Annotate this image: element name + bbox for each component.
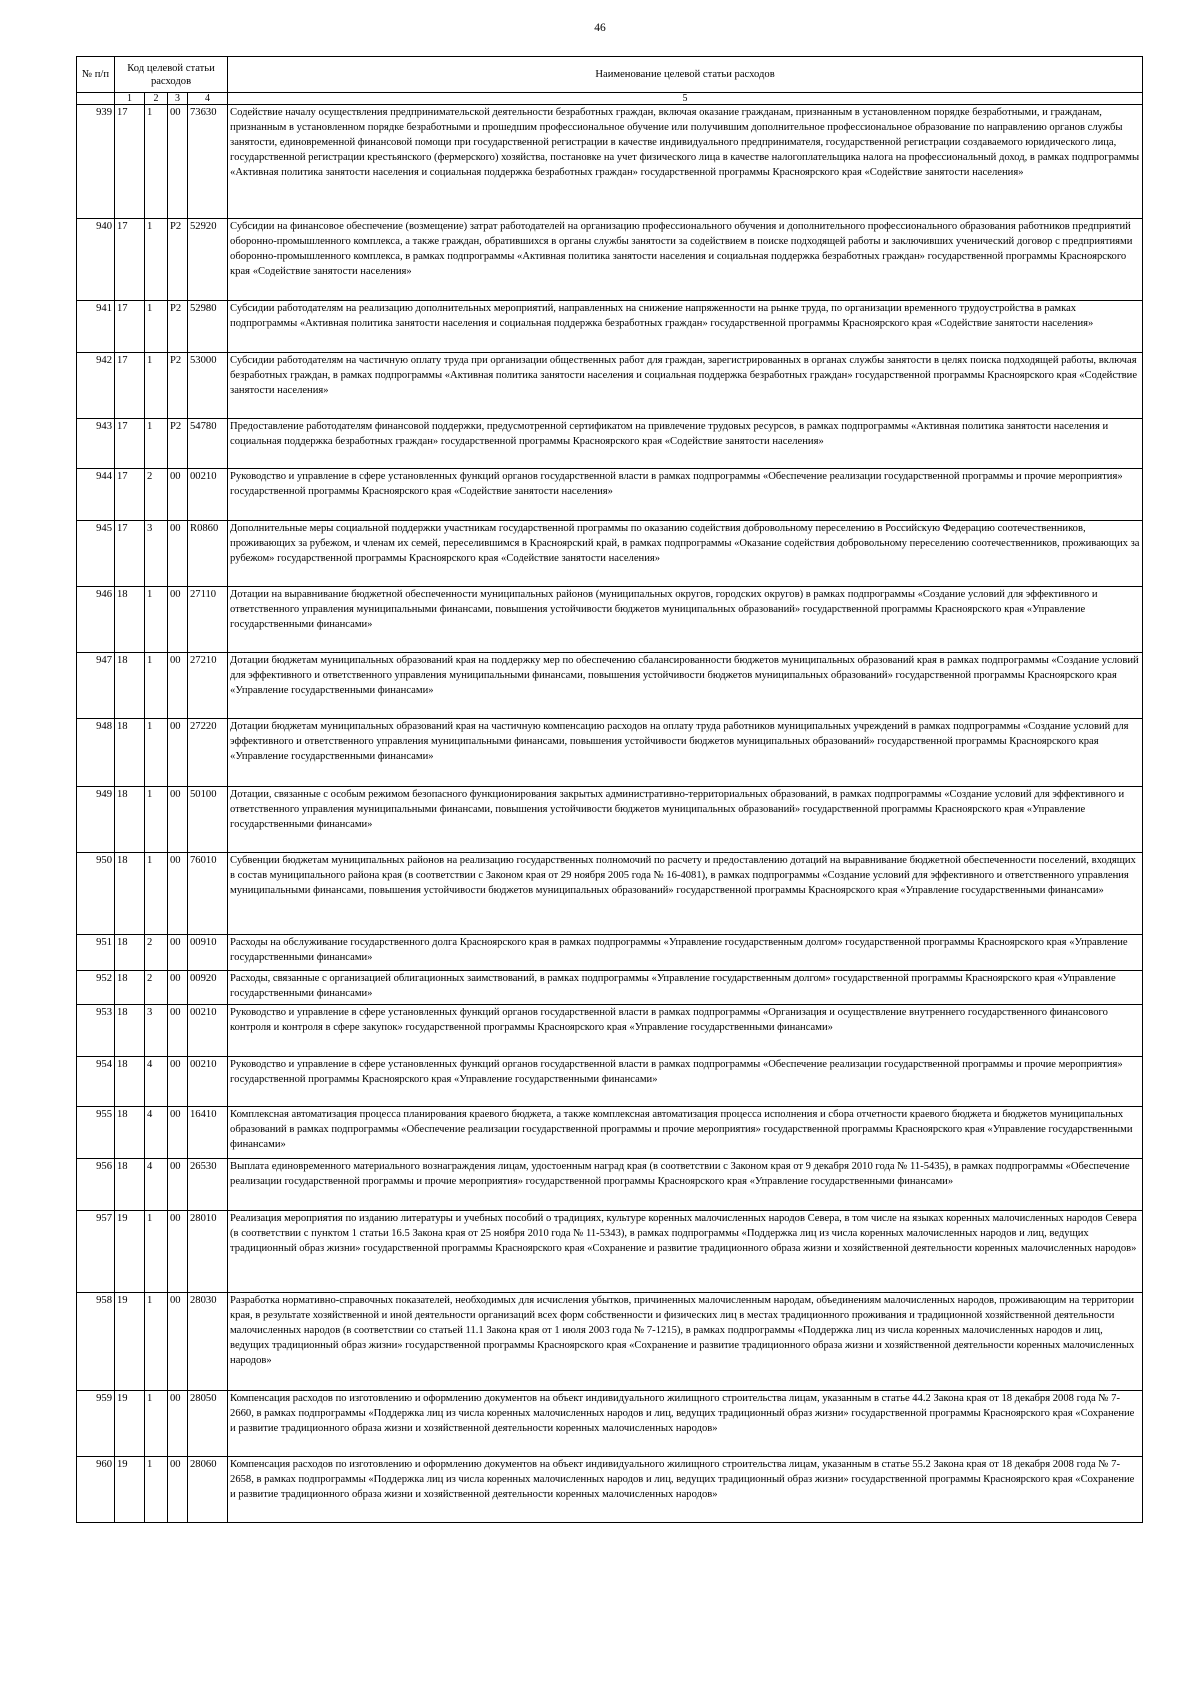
row-number-cell: 948 bbox=[77, 719, 115, 787]
table-row bbox=[77, 105, 1143, 219]
row-number-cell: 957 bbox=[77, 1211, 115, 1293]
row-number-cell: 955 bbox=[77, 1107, 115, 1159]
item-name-cell: Содействие началу осуществления предпринимательской деятельности безработных граждан, включая оказание гражданам, признанным в установленном порядке безработными, и гражданам, признанным в установленном порядке безработными и прошедшим профессиональное обучение или получившим дополнительное профессиональное образование по направлению органов службы занятости, единовременной финансовой помощи при государственной регистрации в качестве индивидуального предпринимателя, государственной регистрации создаваемого юридического лица, государственной регистрации крестьянского (фермерского) хозяйства, постановке на учет физического лица в качестве налогоплательщика налога на профессиональный доход, в рамках подпрограммы «Активная политика занятости населения и социальная поддержка безработных граждан» государственной программы Красноярского края «Содействие занятости населения» bbox=[228, 105, 1143, 219]
code-part-1-cell: 18 bbox=[115, 1057, 145, 1107]
item-name-cell: Субвенции бюджетам муниципальных районов на реализацию государственных полномочий по расчету и предоставлению дотаций на выравнивание бюджетной обеспеченности поселений, входящих в состав муниципального района края (в соответствии с Законом края от 29 ноября 2005 года № 16-4081), в рамках подпрограммы «Создание условий для эффективного и ответственного управления муниципальными финансами, повышения устойчивости бюджетов муниципальных образований» государственной программы Красноярского края «Управление государственными финансами» bbox=[228, 853, 1143, 935]
row-number-cell: 944 bbox=[77, 469, 115, 521]
code-part-3-cell: P2 bbox=[168, 219, 188, 301]
code-part-3-cell: 00 bbox=[168, 1159, 188, 1211]
code-part-3-cell: 00 bbox=[168, 653, 188, 719]
code-part-2-cell: 1 bbox=[145, 1211, 168, 1293]
table-row bbox=[77, 1457, 1143, 1523]
code-part-4-cell: R0860 bbox=[188, 521, 228, 587]
row-number-cell: 940 bbox=[77, 219, 115, 301]
code-part-2-cell: 1 bbox=[145, 353, 168, 419]
item-name-cell: Руководство и управление в сфере установленных функций органов государственной власти в рамках подпрограммы «Обеспечение реализации государственной программы и прочие мероприятия» государственной программы Красноярского края «Управление государственными финансами» bbox=[228, 1057, 1143, 1107]
row-number-cell: 941 bbox=[77, 301, 115, 353]
row-number-cell: 951 bbox=[77, 935, 115, 971]
table-row bbox=[77, 419, 1143, 469]
code-part-3-cell: 00 bbox=[168, 1057, 188, 1107]
header-sub-empty bbox=[77, 93, 115, 105]
code-part-1-cell: 18 bbox=[115, 587, 145, 653]
page-number: 46 bbox=[594, 22, 606, 34]
item-name-cell: Расходы, связанные с организацией облигационных заимствований, в рамках подпрограммы «Управление государственным долгом» государственной программы Красноярского края «Управление государственными финансами» bbox=[228, 971, 1143, 1005]
table-row bbox=[77, 353, 1143, 419]
row-number-cell: 952 bbox=[77, 971, 115, 1005]
header-name: Наименование целевой статьи расходов bbox=[228, 57, 1143, 93]
row-number-cell: 954 bbox=[77, 1057, 115, 1107]
row-number-cell: 945 bbox=[77, 521, 115, 587]
code-part-1-cell: 19 bbox=[115, 1457, 145, 1523]
code-part-1-cell: 19 bbox=[115, 1211, 145, 1293]
code-part-3-cell: P2 bbox=[168, 419, 188, 469]
code-part-2-cell: 2 bbox=[145, 935, 168, 971]
table-row bbox=[77, 521, 1143, 587]
header-row-number: № п/п bbox=[77, 57, 115, 93]
code-part-2-cell: 4 bbox=[145, 1159, 168, 1211]
code-part-2-cell: 3 bbox=[145, 521, 168, 587]
header-sub-5: 5 bbox=[228, 93, 1143, 105]
code-part-2-cell: 2 bbox=[145, 971, 168, 1005]
code-part-4-cell: 00210 bbox=[188, 469, 228, 521]
table-row bbox=[77, 219, 1143, 301]
code-part-3-cell: 00 bbox=[168, 521, 188, 587]
code-part-4-cell: 28010 bbox=[188, 1211, 228, 1293]
code-part-4-cell: 16410 bbox=[188, 1107, 228, 1159]
code-part-3-cell: P2 bbox=[168, 353, 188, 419]
item-name-cell: Дотации на выравнивание бюджетной обеспеченности муниципальных районов (муниципальных округов, городских округов) в рамках подпрограммы «Создание условий для эффективного и ответственного управления муниципальными финансами, повышения устойчивости бюджетов муниципальных образований» государственной программы Красноярского края «Управление государственными финансами» bbox=[228, 587, 1143, 653]
code-part-3-cell: P2 bbox=[168, 301, 188, 353]
row-number-cell: 946 bbox=[77, 587, 115, 653]
header-sub-2: 2 bbox=[145, 93, 168, 105]
code-part-4-cell: 27220 bbox=[188, 719, 228, 787]
table-row bbox=[77, 1211, 1143, 1293]
item-name-cell: Дотации, связанные с особым режимом безопасного функционирования закрытых административно-территориальных образований, в рамках подпрограммы «Создание условий для эффективного и ответственного управления муниципальными финансами, повышения устойчивости бюджетов муниципальных образований» государственной программы Красноярского края «Управление государственными финансами» bbox=[228, 787, 1143, 853]
code-part-4-cell: 28050 bbox=[188, 1391, 228, 1457]
code-part-4-cell: 52980 bbox=[188, 301, 228, 353]
code-part-2-cell: 4 bbox=[145, 1057, 168, 1107]
code-part-3-cell: 00 bbox=[168, 935, 188, 971]
item-name-cell: Руководство и управление в сфере установленных функций органов государственной власти в рамках подпрограммы «Организация и осуществление внутреннего государственного финансового контроля и контроля в сфере закупок» государственной программы Красноярского края «Управление государственными финансами» bbox=[228, 1005, 1143, 1057]
table-row bbox=[77, 1293, 1143, 1391]
table-row bbox=[77, 719, 1143, 787]
code-part-4-cell: 27210 bbox=[188, 653, 228, 719]
table-body bbox=[77, 105, 1143, 1523]
code-part-4-cell: 52920 bbox=[188, 219, 228, 301]
code-part-2-cell: 1 bbox=[145, 219, 168, 301]
item-name-cell: Комплексная автоматизация процесса планирования краевого бюджета, а также комплексная автоматизация процесса исполнения и сбора отчетности краевого бюджета и бюджетов муниципальных образований в рамках подпрограммы «Обеспечение реализации государственной программы и прочие мероприятия» государственной программы Красноярского края «Управление государственными финансами» bbox=[228, 1107, 1143, 1159]
code-part-1-cell: 18 bbox=[115, 1159, 145, 1211]
code-part-1-cell: 17 bbox=[115, 301, 145, 353]
code-part-1-cell: 17 bbox=[115, 219, 145, 301]
code-part-3-cell: 00 bbox=[168, 1293, 188, 1391]
code-part-4-cell: 28030 bbox=[188, 1293, 228, 1391]
item-name-cell: Дополнительные меры социальной поддержки участникам государственной программы по оказанию содействия добровольному переселению в Российскую Федерацию соотечественников, проживающих за рубежом, и членам их семей, переселившимся в Красноярский край, в рамках подпрограммы «Оказание содействия добровольному переселению соотечественников, проживающих за рубежом» государственной программы Красноярского края «Содействие занятости населения» bbox=[228, 521, 1143, 587]
row-number-cell: 953 bbox=[77, 1005, 115, 1057]
code-part-4-cell: 28060 bbox=[188, 1457, 228, 1523]
code-part-3-cell: 00 bbox=[168, 1107, 188, 1159]
code-part-4-cell: 00920 bbox=[188, 971, 228, 1005]
code-part-3-cell: 00 bbox=[168, 971, 188, 1005]
code-part-4-cell: 73630 bbox=[188, 105, 228, 219]
code-part-4-cell: 26530 bbox=[188, 1159, 228, 1211]
code-part-1-cell: 18 bbox=[115, 971, 145, 1005]
code-part-1-cell: 18 bbox=[115, 787, 145, 853]
item-name-cell: Реализация мероприятия по изданию литературы и учебных пособий о традициях, культуре коренных малочисленных народов Севера, в том числе на языках коренных малочисленных народов Севера (в соответствии с пунктом 1 статьи 16.5 Закона края от 25 ноября 2010 года № 11-5343), в рамках подпрограммы «Поддержка лиц из числа коренных малочисленных народов и лиц, ведущих традиционный образ жизни» государственной программы Красноярского края «Сохранение и развитие традиционного образа жизни и хозяйственной деятельности коренных малочисленных народов» bbox=[228, 1211, 1143, 1293]
code-part-4-cell: 00210 bbox=[188, 1005, 228, 1057]
code-part-1-cell: 18 bbox=[115, 719, 145, 787]
row-number-cell: 949 bbox=[77, 787, 115, 853]
table-row bbox=[77, 787, 1143, 853]
code-part-2-cell: 1 bbox=[145, 653, 168, 719]
budget-items-table bbox=[76, 56, 1143, 1523]
header-sub-1: 1 bbox=[115, 93, 145, 105]
code-part-2-cell: 4 bbox=[145, 1107, 168, 1159]
code-part-1-cell: 17 bbox=[115, 469, 145, 521]
code-part-3-cell: 00 bbox=[168, 1211, 188, 1293]
item-name-cell: Разработка нормативно-справочных показателей, необходимых для исчисления убытков, причиненных малочисленным народам, объединениям малочисленных народов, проживающим на территории края, в результате хозяйственной и иной деятельности организаций всех форм собственности и физических лиц в местах традиционного проживания и традиционной хозяйственной деятельности малочисленных народов (в соответствии со статьей 11.1 Закона края от 1 июля 2003 года № 7-1215), в рамках подпрограммы «Поддержка лиц из числа коренных малочисленных народов и лиц, ведущих традиционный образ жизни» государственной программы Красноярского края «Сохранение и развитие традиционного образа жизни и хозяйственной деятельности коренных малочисленных народов» bbox=[228, 1293, 1143, 1391]
code-part-3-cell: 00 bbox=[168, 719, 188, 787]
row-number-cell: 956 bbox=[77, 1159, 115, 1211]
table-row bbox=[77, 935, 1143, 971]
code-part-2-cell: 1 bbox=[145, 787, 168, 853]
item-name-cell: Субсидии работодателям на реализацию дополнительных мероприятий, направленных на снижение напряженности на рынке труда, по организации временного трудоустройства в рамках подпрограммы «Активная политика занятости населения и социальная поддержка безработных граждан» государственной программы Красноярского края «Содействие занятости населения» bbox=[228, 301, 1143, 353]
table-row bbox=[77, 587, 1143, 653]
code-part-3-cell: 00 bbox=[168, 105, 188, 219]
code-part-4-cell: 53000 bbox=[188, 353, 228, 419]
item-name-cell: Дотации бюджетам муниципальных образований края на поддержку мер по обеспечению сбалансированности бюджетов муниципальных образований края в рамках подпрограммы «Создание условий для эффективного и ответственного управления муниципальными финансами, повышения устойчивости бюджетов муниципальных образований» государственной программы Красноярского края «Управление государственными финансами» bbox=[228, 653, 1143, 719]
row-number-cell: 943 bbox=[77, 419, 115, 469]
header-sub-3: 3 bbox=[168, 93, 188, 105]
item-name-cell: Субсидии на финансовое обеспечение (возмещение) затрат работодателей на организацию профессионального обучения и дополнительного профессионального образования работников предприятий оборонно-промышленного комплекса, а также граждан, обратившихся в органы службы занятости за содействием в поиске подходящей работы и заключивших ученический договор с предприятиями оборонно-промышленного комплекса, в рамках подпрограммы «Активная политика занятости населения и социальная поддержка безработных граждан» государственной программы Красноярского края «Содействие занятости населения» bbox=[228, 219, 1143, 301]
code-part-1-cell: 17 bbox=[115, 419, 145, 469]
item-name-cell: Компенсация расходов по изготовлению и оформлению документов на объект индивидуального жилищного строительства лицам, указанным в статье 55.2 Закона края от 18 декабря 2008 года № 7-2658, в рамках подпрограммы «Поддержка лиц из числа коренных малочисленных народов и лиц, ведущих традиционный образ жизни» государственной программы Красноярского края «Сохранение и развитие традиционного образа жизни и хозяйственной деятельности коренных малочисленных народов» bbox=[228, 1457, 1143, 1523]
row-number-cell: 958 bbox=[77, 1293, 115, 1391]
code-part-3-cell: 00 bbox=[168, 587, 188, 653]
table-row bbox=[77, 853, 1143, 935]
table-row bbox=[77, 1107, 1143, 1159]
header-code: Код целевой статьи расходов bbox=[115, 57, 228, 93]
table-row bbox=[77, 1159, 1143, 1211]
code-part-1-cell: 17 bbox=[115, 353, 145, 419]
item-name-cell: Дотации бюджетам муниципальных образований края на частичную компенсацию расходов на оплату труда работников муниципальных учреждений в рамках подпрограммы «Создание условий для эффективного и ответственного управления муниципальными финансами, повышения устойчивости бюджетов муниципальных образований» государственной программы Красноярского края «Управление государственными финансами» bbox=[228, 719, 1143, 787]
table-row bbox=[77, 653, 1143, 719]
code-part-3-cell: 00 bbox=[168, 787, 188, 853]
table-row bbox=[77, 301, 1143, 353]
code-part-1-cell: 18 bbox=[115, 1107, 145, 1159]
table-row bbox=[77, 1391, 1143, 1457]
row-number-cell: 959 bbox=[77, 1391, 115, 1457]
code-part-3-cell: 00 bbox=[168, 1005, 188, 1057]
item-name-cell: Компенсация расходов по изготовлению и оформлению документов на объект индивидуального жилищного строительства лицам, указанным в статье 44.2 Закона края от 18 декабря 2008 года № 7-2660, в рамках подпрограммы «Поддержка лиц из числа коренных малочисленных народов и лиц, ведущих традиционный образ жизни» государственной программы Красноярского края «Сохранение и развитие традиционного образа жизни и хозяйственной деятельности коренных малочисленных народов» bbox=[228, 1391, 1143, 1457]
code-part-3-cell: 00 bbox=[168, 1391, 188, 1457]
code-part-2-cell: 1 bbox=[145, 1293, 168, 1391]
code-part-1-cell: 19 bbox=[115, 1293, 145, 1391]
item-name-cell: Руководство и управление в сфере установленных функций органов государственной власти в рамках подпрограммы «Обеспечение реализации государственной программы и прочие мероприятия» государственной программы Красноярского края «Содействие занятости населения» bbox=[228, 469, 1143, 521]
header-sub-4: 4 bbox=[188, 93, 228, 105]
code-part-2-cell: 1 bbox=[145, 105, 168, 219]
item-name-cell: Субсидии работодателям на частичную оплату труда при организации общественных работ для граждан, зарегистрированных в органах службы занятости в целях поиска подходящей работы, включая безработных граждан, в рамках подпрограммы «Активная политика занятости населения и социальная поддержка безработных граждан» государственной программы Красноярского края «Содействие занятости населения» bbox=[228, 353, 1143, 419]
code-part-1-cell: 18 bbox=[115, 935, 145, 971]
code-part-2-cell: 1 bbox=[145, 587, 168, 653]
code-part-1-cell: 18 bbox=[115, 1005, 145, 1057]
row-number-cell: 942 bbox=[77, 353, 115, 419]
code-part-3-cell: 00 bbox=[168, 853, 188, 935]
code-part-2-cell: 1 bbox=[145, 1391, 168, 1457]
code-part-3-cell: 00 bbox=[168, 469, 188, 521]
item-name-cell: Предоставление работодателям финансовой поддержки, предусмотренной сертификатом на привлечение трудовых ресурсов, в рамках подпрограммы «Активная политика занятости населения и социальная поддержка безработных граждан» государственной программы Красноярского края «Содействие занятости населения» bbox=[228, 419, 1143, 469]
code-part-2-cell: 1 bbox=[145, 853, 168, 935]
code-part-4-cell: 50100 bbox=[188, 787, 228, 853]
row-number-cell: 960 bbox=[77, 1457, 115, 1523]
code-part-2-cell: 1 bbox=[145, 301, 168, 353]
code-part-4-cell: 00910 bbox=[188, 935, 228, 971]
code-part-2-cell: 1 bbox=[145, 419, 168, 469]
item-name-cell: Расходы на обслуживание государственного долга Красноярского края в рамках подпрограммы «Управление государственным долгом» государственной программы Красноярского края «Управление государственными финансами» bbox=[228, 935, 1143, 971]
table-row bbox=[77, 971, 1143, 1005]
code-part-2-cell: 2 bbox=[145, 469, 168, 521]
code-part-2-cell: 3 bbox=[145, 1005, 168, 1057]
row-number-cell: 939 bbox=[77, 105, 115, 219]
code-part-4-cell: 54780 bbox=[188, 419, 228, 469]
row-number-cell: 950 bbox=[77, 853, 115, 935]
code-part-4-cell: 76010 bbox=[188, 853, 228, 935]
code-part-4-cell: 27110 bbox=[188, 587, 228, 653]
row-number-cell: 947 bbox=[77, 653, 115, 719]
item-name-cell: Выплата единовременного материального вознаграждения лицам, удостоенным наград края (в соответствии с Законом края от 9 декабря 2010 года № 11-5435), в рамках подпрограммы «Обеспечение реализации государственной программы и прочие мероприятия» государственной программы Красноярского края «Управление государственными финансами» bbox=[228, 1159, 1143, 1211]
table-row bbox=[77, 469, 1143, 521]
table-row bbox=[77, 1057, 1143, 1107]
code-part-2-cell: 1 bbox=[145, 719, 168, 787]
code-part-1-cell: 19 bbox=[115, 1391, 145, 1457]
code-part-3-cell: 00 bbox=[168, 1457, 188, 1523]
code-part-2-cell: 1 bbox=[145, 1457, 168, 1523]
code-part-1-cell: 18 bbox=[115, 853, 145, 935]
code-part-4-cell: 00210 bbox=[188, 1057, 228, 1107]
code-part-1-cell: 18 bbox=[115, 653, 145, 719]
table-row bbox=[77, 1005, 1143, 1057]
code-part-1-cell: 17 bbox=[115, 521, 145, 587]
code-part-1-cell: 17 bbox=[115, 105, 145, 219]
